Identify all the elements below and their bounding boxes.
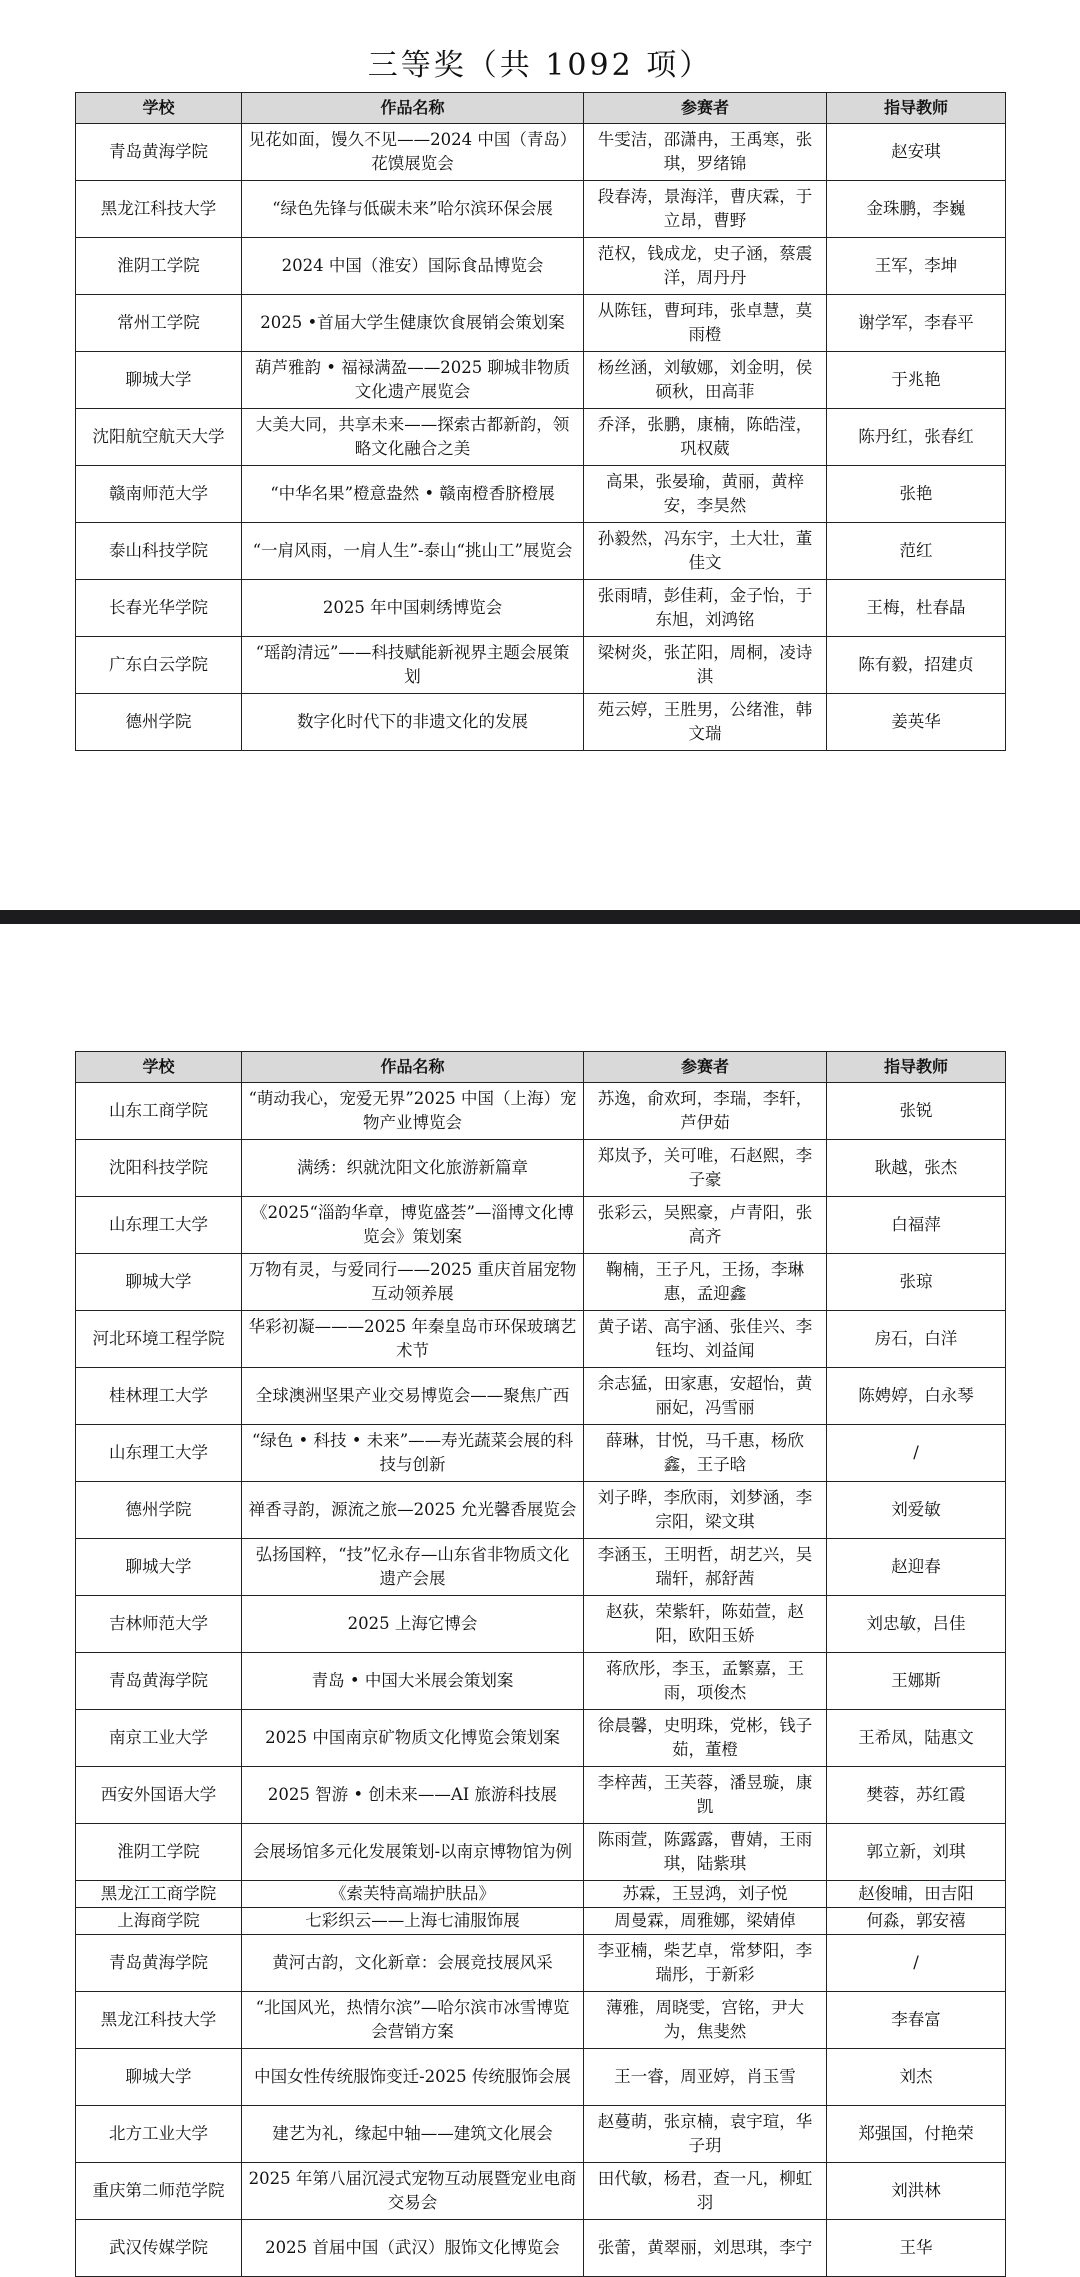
cell-advisor: 谢学军，李春平: [827, 295, 1006, 352]
cell-participants: 陈雨萱，陈露露，曹婧，王雨琪，陆紫琪: [584, 1824, 827, 1881]
cell-advisor: 李春富: [827, 1992, 1006, 2049]
cell-advisor: 刘杰: [827, 2049, 1006, 2106]
header-participants: 参赛者: [584, 93, 827, 124]
cell-participants: 乔泽，张鹏，康楠，陈皓滢，巩权葳: [584, 409, 827, 466]
cell-school: 常州工学院: [76, 295, 242, 352]
table-row: [76, 409, 1006, 466]
cell-school: 黑龙江工商学院: [76, 1881, 242, 1908]
cell-work-title: 葫芦雅韵 • 福禄满盈——2025 聊城非物质文化遗产展览会: [242, 352, 584, 409]
cell-advisor: 张琼: [827, 1254, 1006, 1311]
cell-advisor: 白福萍: [827, 1197, 1006, 1254]
table-row: [76, 1140, 1006, 1197]
cell-participants: 鞠楠，王子凡，王扬，李琳惠，孟迎鑫: [584, 1254, 827, 1311]
cell-school: 聊城大学: [76, 2049, 242, 2106]
table-row: [76, 1653, 1006, 1710]
cell-participants: 李梓茜，王芙蓉，潘昱璇，康凯: [584, 1767, 827, 1824]
cell-school: 河北环境工程学院: [76, 1311, 242, 1368]
cell-advisor: 刘爱敏: [827, 1482, 1006, 1539]
cell-advisor: 刘洪林: [827, 2163, 1006, 2220]
cell-participants: 梁树炎，张芷阳，周桐，凌诗淇: [584, 637, 827, 694]
cell-school: 重庆第二师范学院: [76, 2163, 242, 2220]
cell-participants: 田代敏，杨君，查一凡，柳虹羽: [584, 2163, 827, 2220]
cell-advisor: 王娜斯: [827, 1653, 1006, 1710]
cell-school: 山东理工大学: [76, 1197, 242, 1254]
cell-participants: 孙毅然，冯东宇，土大壮，董佳文: [584, 523, 827, 580]
cell-participants: 李涵玉，王明哲，胡艺兴，吴瑞轩，郝舒茜: [584, 1539, 827, 1596]
cell-work-title: 会展场馆多元化发展策划-以南京博物馆为例: [242, 1824, 584, 1881]
cell-advisor: 陈娉婷，白永琴: [827, 1368, 1006, 1425]
table-row: [76, 1596, 1006, 1653]
cell-work-title: “一肩风雨，一肩人生”-泰山“挑山工”展览会: [242, 523, 584, 580]
cell-school: 聊城大学: [76, 352, 242, 409]
cell-work-title: 2025 中国南京矿物质文化博览会策划案: [242, 1710, 584, 1767]
cell-participants: 苑云婷，王胜男，公绪淮，韩文瑞: [584, 694, 827, 751]
cell-school: 泰山科技学院: [76, 523, 242, 580]
cell-work-title: 弘扬国粹，“技”忆永存—山东省非物质文化遗产会展: [242, 1539, 584, 1596]
cell-school: 西安外国语大学: [76, 1767, 242, 1824]
cell-participants: 徐晨馨，史明珠，党彬，钱子茹，董橙: [584, 1710, 827, 1767]
cell-work-title: 2025 智游 • 创未来——AI 旅游科技展: [242, 1767, 584, 1824]
table-row: [76, 124, 1006, 181]
cell-work-title: 禅香寻韵，源流之旅—2025 允光馨香展览会: [242, 1482, 584, 1539]
cell-school: 沈阳科技学院: [76, 1140, 242, 1197]
cell-work-title: 青岛 • 中国大米展会策划案: [242, 1653, 584, 1710]
table-row: [76, 352, 1006, 409]
cell-school: 德州学院: [76, 694, 242, 751]
cell-advisor: 王军，李坤: [827, 238, 1006, 295]
cell-advisor: 王梅，杜春晶: [827, 580, 1006, 637]
cell-advisor: /: [827, 1935, 1006, 1992]
cell-participants: 牛雯洁，邵潇冉，王禹寒，张琪，罗绪锦: [584, 124, 827, 181]
table-row: [76, 2163, 1006, 2220]
cell-advisor: 耿越，张杰: [827, 1140, 1006, 1197]
cell-school: 广东白云学院: [76, 637, 242, 694]
cell-participants: 高果，张晏瑜，黄丽，黄梓安，李昊然: [584, 466, 827, 523]
cell-school: 德州学院: [76, 1482, 242, 1539]
table-row: [76, 580, 1006, 637]
cell-advisor: 赵迎春: [827, 1539, 1006, 1596]
header-work-title: 作品名称: [242, 93, 584, 124]
table-header-row: [76, 93, 1006, 124]
table-row: [76, 238, 1006, 295]
table-header-row: [76, 1052, 1006, 1083]
table-row: [76, 2106, 1006, 2163]
table-row: [76, 1311, 1006, 1368]
cell-work-title: 华彩初凝———2025 年秦皇岛市环保玻璃艺术节: [242, 1311, 584, 1368]
cell-participants: 薄雅，周晓雯，宫铭，尹大为，焦斐然: [584, 1992, 827, 2049]
cell-school: 聊城大学: [76, 1254, 242, 1311]
cell-participants: 杨丝涵，刘敏娜，刘金明，侯硕秋，田高菲: [584, 352, 827, 409]
cell-work-title: 2025 •首届大学生健康饮食展销会策划案: [242, 295, 584, 352]
header-school: 学校: [76, 93, 242, 124]
cell-work-title: 黄河古韵，文化新章：会展竞技展风采: [242, 1935, 584, 1992]
cell-advisor: 刘忠敏，吕佳: [827, 1596, 1006, 1653]
cell-work-title: 全球澳洲坚果产业交易博览会——聚焦广西: [242, 1368, 584, 1425]
cell-advisor: 范红: [827, 523, 1006, 580]
table-row: [76, 1767, 1006, 1824]
cell-advisor: 郑强国，付艳荣: [827, 2106, 1006, 2163]
cell-school: 武汉传媒学院: [76, 2220, 242, 2277]
cell-work-title: 2025 上海它博会: [242, 1596, 584, 1653]
page-title: 三等奖（共 1092 项）: [367, 48, 713, 83]
cell-school: 青岛黄海学院: [76, 124, 242, 181]
cell-school: 沈阳航空航天大学: [76, 409, 242, 466]
cell-participants: 张彩云，吴熙豪，卢青阳，张高齐: [584, 1197, 827, 1254]
cell-school: 桂林理工大学: [76, 1368, 242, 1425]
cell-work-title: 2025 年第八届沉浸式宠物互动展暨宠业电商交易会: [242, 2163, 584, 2220]
cell-school: 淮阴工学院: [76, 238, 242, 295]
cell-advisor: 何淼，郭安禧: [827, 1908, 1006, 1935]
table-row: [76, 2220, 1006, 2277]
cell-participants: 段春涛，景海洋，曹庆霖，于立昂，曹野: [584, 181, 827, 238]
cell-advisor: 姜英华: [827, 694, 1006, 751]
cell-advisor: 陈丹红，张春红: [827, 409, 1006, 466]
cell-work-title: 2024 中国（淮安）国际食品博览会: [242, 238, 584, 295]
cell-participants: 赵荻，荣紫轩，陈茹萱，赵阳，欧阳玉娇: [584, 1596, 827, 1653]
cell-work-title: 满绣：织就沈阳文化旅游新篇章: [242, 1140, 584, 1197]
table-row: [76, 694, 1006, 751]
cell-work-title: 建艺为礼，缘起中轴——建筑文化展会: [242, 2106, 584, 2163]
cell-advisor: 张艳: [827, 466, 1006, 523]
cell-advisor: 于兆艳: [827, 352, 1006, 409]
cell-advisor: /: [827, 1425, 1006, 1482]
cell-participants: 王一睿，周亚婷，肖玉雪: [584, 2049, 827, 2106]
table-row: [76, 1824, 1006, 1881]
table-row: [76, 181, 1006, 238]
cell-school: 黑龙江科技大学: [76, 181, 242, 238]
cell-participants: 李亚楠，柴艺卓，常梦阳，李瑞彤，于新彩: [584, 1935, 827, 1992]
cell-advisor: 金珠鹏，李巍: [827, 181, 1006, 238]
header-advisor: 指导教师: [827, 93, 1006, 124]
header-advisor: 指导教师: [827, 1052, 1006, 1083]
cell-participants: 郑岚予，关可唯，石赵熙，李子豪: [584, 1140, 827, 1197]
header-work-title: 作品名称: [242, 1052, 584, 1083]
cell-participants: 刘子晔，李欣雨，刘梦涵，李宗阳，梁文琪: [584, 1482, 827, 1539]
cell-work-title: 七彩织云——上海七浦服饰展: [242, 1908, 584, 1935]
cell-school: 山东理工大学: [76, 1425, 242, 1482]
cell-school: 青岛黄海学院: [76, 1653, 242, 1710]
cell-participants: 苏霖，王昱鸿，刘子悦: [584, 1881, 827, 1908]
cell-advisor: 樊蓉，苏红霞: [827, 1767, 1006, 1824]
cell-advisor: 郭立新，刘琪: [827, 1824, 1006, 1881]
cell-work-title: 见花如面，馒久不见——2024 中国（青岛）花馍展览会: [242, 124, 584, 181]
cell-school: 赣南师范大学: [76, 466, 242, 523]
cell-advisor: 房石，白洋: [827, 1311, 1006, 1368]
header-participants: 参赛者: [584, 1052, 827, 1083]
cell-work-title: 2025 首届中国（武汉）服饰文化博览会: [242, 2220, 584, 2277]
cell-school: 淮阴工学院: [76, 1824, 242, 1881]
page-bottom: [0, 924, 1080, 2257]
cell-advisor: 陈有毅，招建贞: [827, 637, 1006, 694]
cell-work-title: 《索芙特高端护肤品》: [242, 1881, 584, 1908]
table-row: [76, 2049, 1006, 2106]
cell-work-title: “中华名果”橙意盎然 • 赣南橙香脐橙展: [242, 466, 584, 523]
cell-advisor: 王华: [827, 2220, 1006, 2277]
table-row: [76, 1881, 1006, 1908]
cell-advisor: 赵俊晡，田吉阳: [827, 1881, 1006, 1908]
cell-participants: 薛琳，甘悦，马千惠，杨欣鑫，王子晗: [584, 1425, 827, 1482]
table-row: [76, 1368, 1006, 1425]
table-row: [76, 523, 1006, 580]
cell-work-title: “萌动我心，宠爱无界”2025 中国（上海）宠物产业博览会: [242, 1083, 584, 1140]
cell-school: 上海商学院: [76, 1908, 242, 1935]
cell-work-title: 万物有灵，与爱同行——2025 重庆首届宠物互动领养展: [242, 1254, 584, 1311]
cell-work-title: 2025 年中国刺绣博览会: [242, 580, 584, 637]
page-top: [0, 0, 1080, 910]
header-school: 学校: [76, 1052, 242, 1083]
cell-participants: 从陈钰，曹珂玮，张卓慧，莫雨橙: [584, 295, 827, 352]
cell-participants: 黄子诺、高宇涵、张佳兴、李钰均、刘益闻: [584, 1311, 827, 1368]
table-row: [76, 1482, 1006, 1539]
cell-work-title: 《2025“淄韵华章，博览盛荟”—淄博文化博览会》策划案: [242, 1197, 584, 1254]
cell-school: 山东工商学院: [76, 1083, 242, 1140]
table-row: [76, 1710, 1006, 1767]
cell-work-title: “绿色先锋与低碳未来”哈尔滨环保会展: [242, 181, 584, 238]
cell-school: 北方工业大学: [76, 2106, 242, 2163]
cell-work-title: 大美大同，共享未来——探索古都新韵，领略文化融合之美: [242, 409, 584, 466]
cell-work-title: “绿色 • 科技 • 未来”——寿光蔬菜会展的科技与创新: [242, 1425, 584, 1482]
cell-school: 吉林师范大学: [76, 1596, 242, 1653]
page-divider: [0, 910, 1080, 924]
cell-work-title: 中国女性传统服饰变迁-2025 传统服饰会展: [242, 2049, 584, 2106]
cell-advisor: 赵安琪: [827, 124, 1006, 181]
cell-school: 黑龙江科技大学: [76, 1992, 242, 2049]
table-row: [76, 1254, 1006, 1311]
table-row: [76, 295, 1006, 352]
cell-work-title: “北国风光，热情尔滨”—哈尔滨市冰雪博览会营销方案: [242, 1992, 584, 2049]
cell-participants: 赵蔓萌，张京楠，袁宇瑄，华子玥: [584, 2106, 827, 2163]
cell-participants: 蒋欣彤，李玉，孟繁嘉，王雨，项俊杰: [584, 1653, 827, 1710]
cell-participants: 余志猛，田家惠，安超怡，黄丽妃，冯雪丽: [584, 1368, 827, 1425]
cell-participants: 苏逸，俞欢珂，李瑞，李轩，芦伊茹: [584, 1083, 827, 1140]
table-row: [76, 1539, 1006, 1596]
table-row: [76, 466, 1006, 523]
cell-participants: 张蕾，黄翠丽，刘思琪，李宁: [584, 2220, 827, 2277]
table-row: [76, 1992, 1006, 2049]
cell-school: 聊城大学: [76, 1539, 242, 1596]
cell-participants: 张雨晴，彭佳莉，金子怡，于东旭，刘鸿铭: [584, 580, 827, 637]
table-row: [76, 1935, 1006, 1992]
cell-advisor: 王希凤，陆惠文: [827, 1710, 1006, 1767]
table-row: [76, 1425, 1006, 1482]
cell-school: 长春光华学院: [76, 580, 242, 637]
cell-work-title: “瑶韵清远”——科技赋能新视界主题会展策划: [242, 637, 584, 694]
award-table-top: [75, 92, 1006, 751]
cell-participants: 周曼霖，周雅娜，梁婧倬: [584, 1908, 827, 1935]
cell-advisor: 张锐: [827, 1083, 1006, 1140]
table-row: [76, 1908, 1006, 1935]
cell-school: 南京工业大学: [76, 1710, 242, 1767]
cell-school: 青岛黄海学院: [76, 1935, 242, 1992]
award-table-bottom: [75, 1051, 1006, 2277]
cell-work-title: 数字化时代下的非遗文化的发展: [242, 694, 584, 751]
table-row: [76, 1083, 1006, 1140]
cell-participants: 范权，钱成龙，史子涵，蔡震洋，周丹丹: [584, 238, 827, 295]
table-row: [76, 1197, 1006, 1254]
table-row: [76, 637, 1006, 694]
